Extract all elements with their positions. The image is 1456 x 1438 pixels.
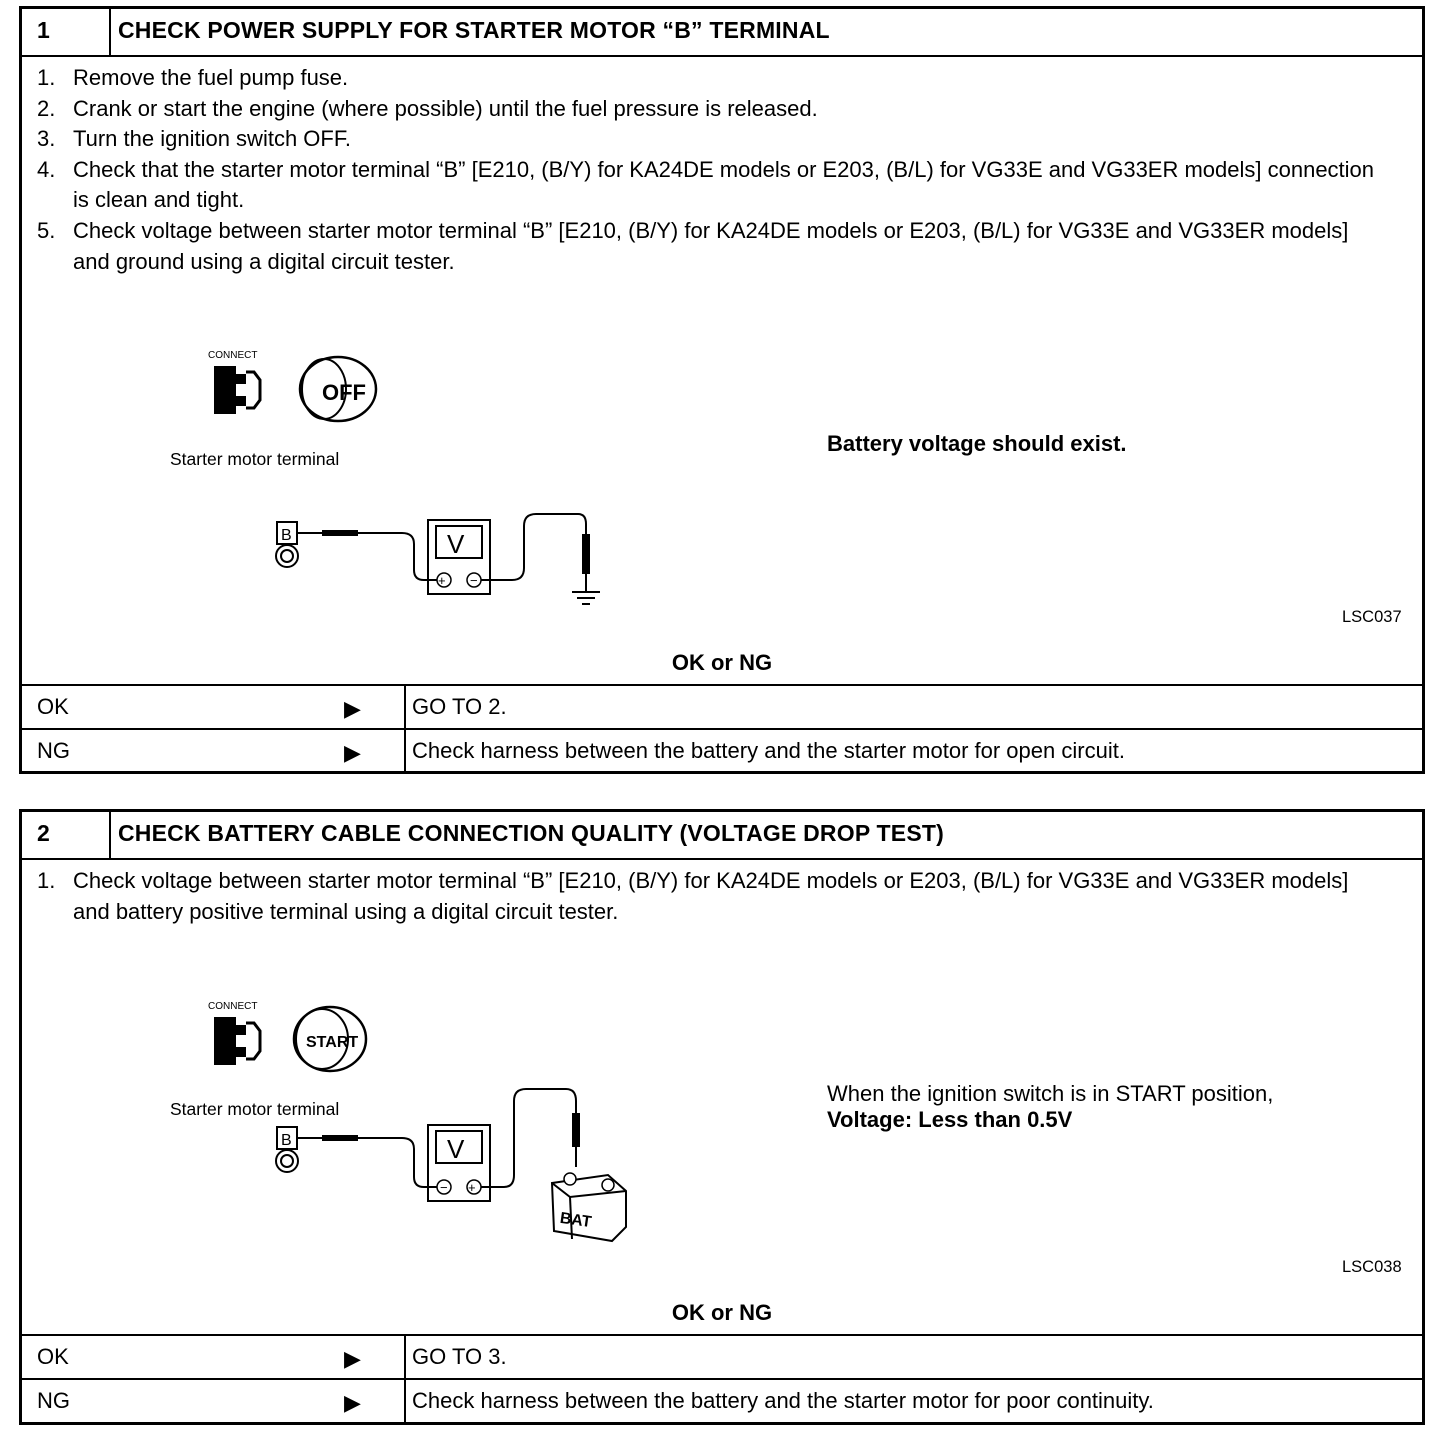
spec-text: When the ignition switch is in START position, Voltage: Less than 0.5V bbox=[827, 1081, 1274, 1132]
ground-icon bbox=[572, 592, 600, 604]
arrow-right-icon: ▶ bbox=[344, 1346, 361, 1371]
svg-text:START: START bbox=[306, 1034, 359, 1051]
instruction-item: 3. Turn the ignition switch OFF. bbox=[37, 126, 351, 152]
instruction-item: 5. Check voltage between starter motor terminal “B” [E210, (B/Y) for KA24DE models or E203, (B/L) for VG33E and VG33ER models] and ground using a digital circuit tester. bbox=[37, 217, 1349, 274]
wiring-diagram bbox=[162, 995, 622, 1275]
block-header bbox=[22, 9, 1422, 57]
block-title: CHECK BATTERY CABLE CONNECTION QUALITY (VOLTAGE DROP TEST) bbox=[118, 820, 944, 846]
result-row-ok: OK ▶ GO TO 2. bbox=[22, 684, 1422, 730]
connect-icon bbox=[208, 1001, 260, 1065]
result-row-ok: OK ▶ GO TO 3. bbox=[22, 1334, 1422, 1380]
svg-text:−: − bbox=[440, 1180, 448, 1195]
result-row-ng: NG ▶ Check harness between the battery and the starter motor for open circuit. bbox=[22, 728, 1422, 774]
svg-text:B: B bbox=[281, 1132, 292, 1149]
arrow-right-icon: ▶ bbox=[344, 696, 361, 721]
result-action: GO TO 2. bbox=[412, 694, 507, 719]
ignition-key-off-icon bbox=[300, 357, 376, 421]
svg-text:V: V bbox=[447, 529, 465, 559]
svg-text:+: + bbox=[438, 573, 446, 588]
voltmeter-icon bbox=[428, 520, 490, 594]
ignition-key-start-icon bbox=[294, 1007, 366, 1071]
instruction-item: 2. Crank or start the engine (where possible) until the fuel pressure is released. bbox=[37, 95, 818, 121]
result-action: Check harness between the battery and the starter motor for poor continuity. bbox=[412, 1388, 1154, 1413]
instruction-item: 1. Check voltage between starter motor terminal “B” [E210, (B/Y) for KA24DE models or E203, (B/L) for VG33E and VG33ER models] and battery positive terminal using a digital circuit tester. bbox=[37, 868, 1349, 924]
arrow-right-icon: ▶ bbox=[344, 1390, 361, 1415]
instruction-item: 4. Check that the starter motor terminal “B” [E210, (B/Y) for KA24DE models or E203, (B/L) for VG33E and VG33ER models] connection is clean and tight. bbox=[37, 156, 1375, 213]
battery-icon bbox=[552, 1173, 626, 1241]
figure-code: LSC038 bbox=[1342, 1258, 1402, 1276]
divider bbox=[109, 812, 111, 858]
svg-text:CONNECT: CONNECT bbox=[208, 1001, 258, 1012]
divider bbox=[109, 9, 111, 55]
instruction-item: 1. Remove the fuel pump fuse. bbox=[37, 65, 349, 90]
block-title: CHECK POWER SUPPLY FOR STARTER MOTOR “B” TERMINAL bbox=[118, 17, 830, 43]
svg-text:−: − bbox=[470, 573, 478, 588]
voltmeter-icon bbox=[428, 1125, 490, 1201]
arrow-right-icon: ▶ bbox=[344, 740, 361, 765]
connect-icon bbox=[208, 350, 260, 414]
svg-text:BAT: BAT bbox=[558, 1209, 593, 1232]
step-number: 2 bbox=[37, 820, 50, 846]
spec-text: Battery voltage should exist. bbox=[827, 431, 1127, 456]
instruction-list bbox=[37, 63, 1382, 277]
result-action: GO TO 3. bbox=[412, 1344, 507, 1369]
svg-text:CONNECT: CONNECT bbox=[208, 350, 258, 361]
result-heading: OK or NG bbox=[671, 650, 773, 675]
terminal-label: Starter motor terminal bbox=[170, 449, 340, 469]
terminal-b-icon bbox=[276, 522, 298, 567]
svg-text:+: + bbox=[468, 1180, 476, 1195]
block-header bbox=[22, 812, 1422, 860]
wiring-diagram bbox=[162, 344, 622, 624]
figure-code: LSC037 bbox=[1342, 608, 1402, 626]
result-row-ng: NG ▶ Check harness between the battery and the starter motor for poor continuity. bbox=[22, 1378, 1422, 1424]
terminal-label: Starter motor terminal bbox=[170, 1099, 340, 1119]
svg-text:V: V bbox=[447, 1134, 465, 1164]
step-number: 1 bbox=[37, 17, 50, 43]
result-action: Check harness between the battery and the starter motor for open circuit. bbox=[412, 738, 1125, 763]
terminal-b-icon bbox=[276, 1127, 298, 1172]
svg-text:B: B bbox=[281, 527, 292, 544]
procedure-block-2 bbox=[19, 809, 1425, 1425]
svg-text:OFF: OFF bbox=[322, 380, 366, 405]
result-heading: OK or NG bbox=[671, 1300, 773, 1325]
instruction-list bbox=[37, 866, 1382, 927]
procedure-block-1 bbox=[19, 6, 1425, 774]
